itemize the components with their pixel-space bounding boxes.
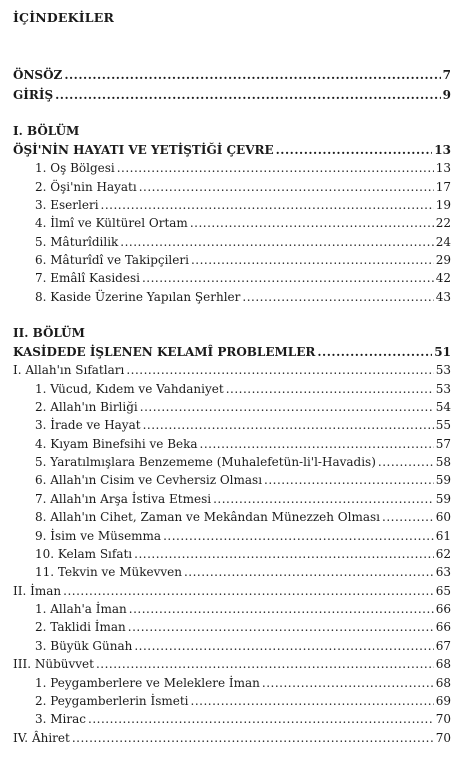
toc-entry-label: 4. İlmî ve Kültürel Ortam	[35, 216, 188, 230]
toc-entry-page-number: 9	[442, 88, 451, 102]
toc-entry	[13, 508, 451, 526]
toc-entry-label: 3. Eserleri	[35, 198, 99, 212]
toc-entry-label: I. BÖLÜM	[13, 124, 80, 138]
toc-entry-label: III. Nübüvvet	[13, 657, 94, 671]
toc-entry-label: 2. Peygamberlerin İsmeti	[35, 694, 189, 708]
toc-entry-label: ÖNSÖZ	[13, 68, 63, 82]
toc-entry-label: 8. Kaside Üzerine Yapılan Şerhler	[35, 290, 241, 304]
toc-entry-page-number: 24	[435, 235, 451, 249]
toc-entry-label: 6. Mâturîdî ve Takipçileri	[35, 253, 189, 267]
toc-entry	[13, 214, 451, 232]
toc-entry	[13, 141, 451, 159]
toc-entry	[13, 361, 451, 379]
toc-entry	[13, 380, 451, 398]
toc-entry-page-number: 70	[435, 731, 451, 745]
page-title: İÇİNDEKİLER	[13, 10, 115, 25]
toc-entry	[13, 453, 451, 471]
dot-leader	[317, 343, 432, 361]
toc-entry-label: II. BÖLÜM	[13, 326, 85, 340]
toc-entry-label: I. Allah'ın Sıfatları	[13, 363, 125, 377]
toc-entry-page-number: 70	[435, 712, 451, 726]
toc-entry	[13, 233, 451, 251]
toc-entry-page-number: 58	[435, 455, 451, 469]
toc-entry-page-number: 42	[435, 271, 451, 285]
toc-entry	[13, 196, 451, 214]
toc-entry-label: 6. Allah'ın Cisim ve Cevhersiz Olması	[35, 473, 263, 487]
toc-entry	[13, 618, 451, 636]
dot-leader	[55, 86, 441, 104]
toc-entry-label: 9. İsim ve Müsemma	[35, 529, 162, 543]
toc-entry	[13, 159, 451, 177]
toc-entry-page-number: 51	[434, 345, 451, 359]
dot-leader	[63, 582, 434, 600]
toc-entry-label: KASİDEDE İŞLENEN KELAMÎ PROBLEMLER	[13, 345, 316, 359]
toc-entry	[13, 710, 451, 728]
toc-entry-label: 4. Kıyam Binefsihi ve Beka	[35, 437, 198, 451]
toc-entry	[13, 398, 451, 416]
dot-leader	[382, 508, 434, 526]
toc-entry	[13, 692, 451, 710]
toc-entry-page-number: 54	[435, 400, 451, 414]
toc-entry	[13, 288, 451, 306]
toc-entry-page-number: 69	[435, 694, 451, 708]
dot-leader	[213, 490, 434, 508]
toc-entry-label: 3. İrade ve Hayat	[35, 418, 141, 432]
toc-entry-page-number: 57	[435, 437, 451, 451]
toc-entry-page-number: 19	[435, 198, 451, 212]
toc-entry-page-number: 68	[435, 657, 451, 671]
toc-entry	[13, 66, 451, 84]
dot-leader	[242, 288, 433, 306]
toc-entry-label: 7. Allah'ın Arşa İstiva Etmesi	[35, 492, 212, 506]
toc-entry-label: 5. Mâturîdilik	[35, 235, 119, 249]
toc-entry-label: ÖŞİ'NİN HAYATI VE YETİŞTİĞİ ÇEVRE	[13, 143, 274, 157]
toc-entry-label: 3. Mirac	[35, 712, 86, 726]
dot-leader	[128, 618, 434, 636]
dot-leader	[163, 527, 434, 545]
toc-entry	[13, 343, 451, 361]
dot-leader	[120, 233, 433, 251]
toc-entry-page-number: 62	[435, 547, 451, 561]
dot-leader	[117, 159, 434, 177]
toc-entry	[13, 655, 451, 673]
dot-leader	[72, 729, 434, 747]
section-heading	[13, 324, 451, 342]
toc-entry	[13, 545, 451, 563]
toc-entry-page-number: 59	[435, 473, 451, 487]
toc-entry-page-number: 55	[435, 418, 451, 432]
toc-entry	[13, 471, 451, 489]
dot-leader	[129, 600, 434, 618]
dot-leader	[134, 637, 433, 655]
toc-entry-label: GİRİŞ	[13, 88, 54, 102]
toc-entry-page-number: 67	[435, 639, 451, 653]
dot-leader	[378, 453, 434, 471]
toc-entry-label: 1. Oş Bölgesi	[35, 161, 115, 175]
toc-entry-page-number: 66	[435, 620, 451, 634]
toc-entry-page-number: 13	[434, 143, 451, 157]
toc-entry	[13, 435, 451, 453]
toc-entry	[13, 251, 451, 269]
toc-entry-page-number: 17	[435, 180, 451, 194]
toc-entry-page-number: 43	[435, 290, 451, 304]
toc-entry	[13, 490, 451, 508]
toc-entry-label: 2. Öşi'nin Hayatı	[35, 180, 137, 194]
toc-entry-label: 5. Yaratılmışlara Benzememe (Muhalefetün-li'l-Havadis)	[35, 455, 376, 469]
section-heading	[13, 122, 451, 140]
toc-entry	[13, 269, 451, 287]
toc-entry	[13, 416, 451, 434]
dot-leader	[200, 435, 434, 453]
toc-entry-page-number: 53	[435, 363, 451, 377]
toc-entry-label: 7. Emâlî Kasidesi	[35, 271, 140, 285]
toc-entry-page-number: 22	[435, 216, 451, 230]
toc-entry-label: 1. Allah'a İman	[35, 602, 127, 616]
toc-entry	[13, 582, 451, 600]
dot-leader	[143, 416, 434, 434]
dot-leader	[134, 545, 434, 563]
dot-leader	[276, 141, 433, 159]
dot-leader	[191, 692, 434, 710]
toc-entry-page-number: 65	[435, 584, 451, 598]
dot-leader	[96, 655, 434, 673]
toc-entry	[13, 563, 451, 581]
toc-entry-label: 2. Allah'ın Birliği	[35, 400, 138, 414]
toc-entry-label: II. İman	[13, 584, 62, 598]
toc-entry-label: 2. Taklidi İman	[35, 620, 126, 634]
toc-entry-label: 10. Kelam Sıfatı	[35, 547, 133, 561]
dot-leader	[140, 398, 434, 416]
dot-leader	[101, 196, 434, 214]
dot-leader	[226, 380, 434, 398]
toc-entry-page-number: 63	[435, 565, 451, 579]
toc-entry	[13, 527, 451, 545]
toc-entry-page-number: 61	[435, 529, 451, 543]
dot-leader	[64, 66, 440, 84]
dot-leader	[184, 563, 434, 581]
dot-leader	[139, 178, 434, 196]
toc-entry	[13, 600, 451, 618]
toc-entry-page-number: 68	[435, 676, 451, 690]
toc-entry-label: IV. Âhiret	[13, 731, 70, 745]
dot-leader	[190, 214, 434, 232]
toc-entry-page-number: 60	[435, 510, 451, 524]
toc-entry-label: 1. Vücud, Kıdem ve Vahdaniyet	[35, 382, 224, 396]
toc-entry	[13, 178, 451, 196]
toc-entry-page-number: 66	[435, 602, 451, 616]
toc-entry	[13, 674, 451, 692]
dot-leader	[191, 251, 434, 269]
toc-entry-label: 3. Büyük Günah	[35, 639, 133, 653]
toc-entry-label: 1. Peygamberlere ve Meleklere İman	[35, 676, 260, 690]
toc-entry-page-number: 29	[435, 253, 451, 267]
dot-leader	[126, 361, 433, 379]
toc-entry-page-number: 53	[435, 382, 451, 396]
toc-entry	[13, 637, 451, 655]
toc-entry	[13, 729, 451, 747]
toc-entry-page-number: 13	[435, 161, 451, 175]
toc-entry	[13, 86, 451, 104]
toc-entry-page-number: 59	[435, 492, 451, 506]
toc-entry-label: 11. Tekvin ve Mükevven	[35, 565, 182, 579]
dot-leader	[262, 674, 434, 692]
toc-entry-label: 8. Allah'ın Cihet, Zaman ve Mekândan Münezzeh Olması	[35, 510, 380, 524]
dot-leader	[264, 471, 434, 489]
toc-entry-page-number: 7	[442, 68, 451, 82]
dot-leader	[88, 710, 434, 728]
dot-leader	[142, 269, 434, 287]
